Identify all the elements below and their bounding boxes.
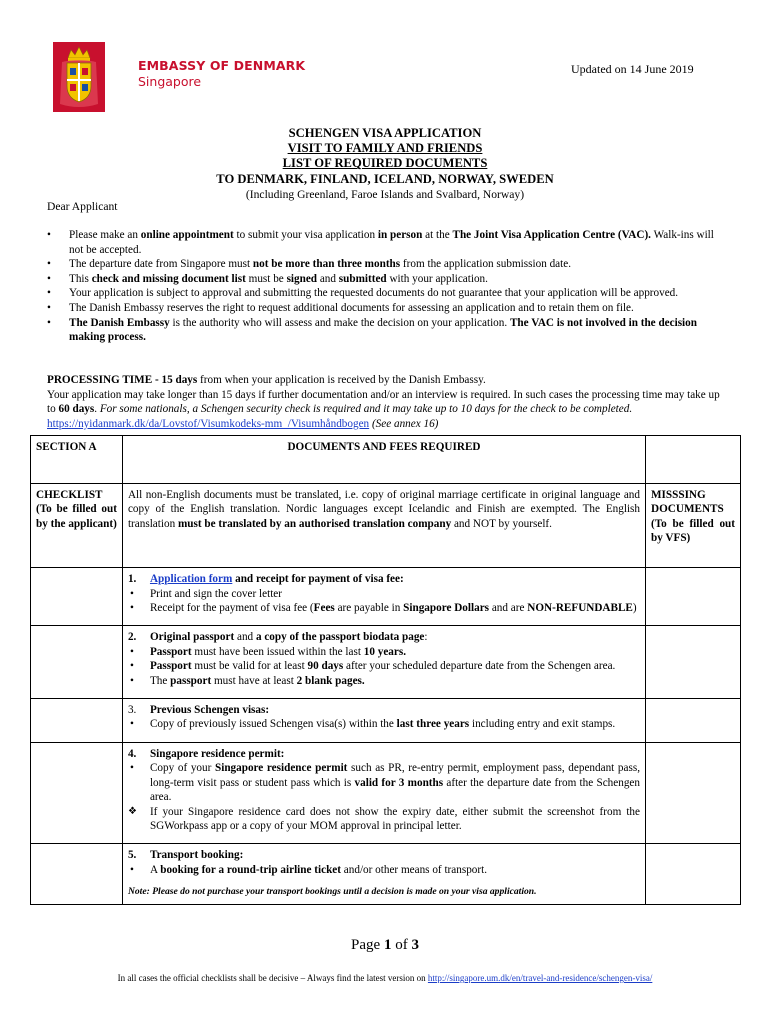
checklist-label: CHECKLIST (To be filled out by the applicant) xyxy=(31,484,123,568)
title-line-1: SCHENGEN VISA APPLICATION xyxy=(288,126,482,140)
list-item: • This check and missing document list must be signed and submitted with your application. xyxy=(47,272,727,287)
title-line-3: LIST OF REQUIRED DOCUMENTS xyxy=(282,156,488,171)
processing-time-label: PROCESSING TIME - 15 days xyxy=(47,374,198,386)
page-header xyxy=(0,0,770,110)
list-item: • A booking for a round-trip airline ticket and/or other means of transport. xyxy=(128,863,640,877)
requirement-item-2: 2. Original passport and a copy of the passport biodata page: • Passport must have been issued within the last 10 years. • Passport must be valid for at least 90 days after your scheduled departure date from the Schengen area. • The passport must have at least 2 blank pages. xyxy=(122,626,645,699)
instruction-list xyxy=(47,228,727,345)
list-item: • Receipt for the payment of visa fee (Fees are payable in Singapore Dollars and are NON-REFUNDABLE) xyxy=(128,601,640,615)
missing-cell[interactable] xyxy=(646,742,741,843)
greeting: Dear Applicant xyxy=(47,200,118,213)
requirement-item-3: 3. Previous Schengen visas: • Copy of previously issued Schengen visa(s) within the last three years including entry and exit stamps. xyxy=(122,699,645,743)
transport-note: Note: Please do not purchase your transport bookings until a decision is made on your visa application. xyxy=(127,886,537,898)
embassy-city: Singapore xyxy=(138,74,202,89)
table-row xyxy=(31,699,741,743)
list-item: • Passport must have been issued within the last 10 years. xyxy=(128,645,640,659)
list-item: • Please make an online appointment to submit your visa application in person at the The Joint Visa Application Centre (VAC). Walk-ins will not be accepted. xyxy=(47,228,727,257)
requirement-item-1: 1. Application form and receipt for payment of visa fee: • Print and sign the cover letter • Receipt for the payment of visa fee (Fees are payable in Singapore Dollars and are NON-REFUNDABLE) xyxy=(122,568,645,626)
documents-header: DOCUMENTS AND FEES REQUIRED xyxy=(122,436,645,484)
documents-table xyxy=(30,435,741,905)
updated-date: Updated on 14 June 2019 xyxy=(571,62,694,76)
missing-cell[interactable] xyxy=(646,844,741,904)
list-item: • The Danish Embassy reserves the right to request additional documents for assessing an application and to retain them on file. xyxy=(47,301,727,316)
translation-note: All non-English documents must be translated, i.e. copy of original marriage certificate in original language and copy of the English translation. Nordic languages except Icelandic and Finish are exempted. The English translation must be translated by an authorised translation company and NOT by yourself. xyxy=(122,484,645,568)
table-row xyxy=(31,568,741,626)
page-footer: In all cases the official checklists shall be decisive – Always find the latest version on http://singapore.um.dk/en/travel-and-residence/schengen-visa/ xyxy=(117,973,653,983)
table-row xyxy=(31,484,741,568)
section-label: SECTION A xyxy=(31,436,123,484)
list-item: • The Danish Embassy is the authority who will assess and make the decision on your application. The VAC is not involved in the decision making process. xyxy=(47,316,727,345)
checkbox-cell[interactable] xyxy=(31,626,123,699)
list-item: ❖ If your Singapore residence card does not show the expiry date, either submit the screenshot from the SGWorkpass app or a copy of your MOM approval in principal letter. xyxy=(128,805,640,834)
latest-version-link[interactable]: http://singapore.um.dk/en/travel-and-residence/schengen-visa/ xyxy=(427,973,653,983)
checkbox-cell[interactable] xyxy=(31,568,123,626)
title-line-2: VISIT TO FAMILY AND FRIENDS xyxy=(287,141,483,156)
embassy-name: EMBASSY OF DENMARK xyxy=(138,58,306,73)
list-item: • Your application is subject to approval and submitting the requested documents do not guarantee that your application will be approved. xyxy=(47,286,727,301)
processing-time-paragraph: PROCESSING TIME - 15 days from when your application is received by the Danish Embassy. Your application may take longer than 15 days if further documentation and/or an interview is required. In such cases the processing time may take up to 60 days. For some nationals, a Schengen security check is required and it may take up to 10 days for the check to be completed. https://nyidanmark.dk/da/Lovstof/Visumkodeks-mm_/Visumhåndbogen (See annex 16) xyxy=(47,374,720,430)
missing-cell[interactable] xyxy=(646,568,741,626)
list-item: • Copy of previously issued Schengen visa(s) within the last three years including entry and exit stamps. xyxy=(128,717,640,731)
list-item: • The departure date from Singapore must not be more than three months from the application submission date. xyxy=(47,257,727,272)
table-row xyxy=(31,844,741,904)
list-item: • The passport must have at least 2 blank pages. xyxy=(128,674,640,688)
table-row xyxy=(31,626,741,699)
visa-handbook-link[interactable]: https://nyidanmark.dk/da/Lovstof/Visumkodeks-mm_/Visumhåndbogen xyxy=(47,417,370,430)
missing-cell[interactable] xyxy=(646,626,741,699)
requirement-item-5: 5. Transport booking: • A booking for a round-trip airline ticket and/or other means of transport. Note: Please do not purchase your transport bookings until a decision is made on your visa application. xyxy=(122,844,645,904)
checkbox-cell[interactable] xyxy=(31,844,123,904)
checkbox-cell[interactable] xyxy=(31,742,123,843)
table-row xyxy=(31,436,741,484)
header-empty-cell xyxy=(646,436,741,484)
title-line-4: TO DENMARK, FINLAND, ICELAND, NORWAY, SWEDEN xyxy=(216,171,554,186)
application-form-link[interactable]: Application form xyxy=(149,573,233,586)
list-item: • Copy of your Singapore residence permit such as PR, re-entry permit, employment pass, dependant pass, long-term visit pass or student pass which is valid for 3 months after the departure date from the Schengen area. xyxy=(128,761,640,804)
missing-cell[interactable] xyxy=(646,699,741,743)
page-number: Page 1 of 3 xyxy=(351,937,419,953)
missing-documents-label: MISSSING DOCUMENTS (To be filled out by VFS) xyxy=(646,484,741,568)
document-title-block xyxy=(0,126,770,202)
list-item: • Passport must be valid for at least 90 days after your scheduled departure date from the Schengen area. xyxy=(128,659,640,673)
requirement-item-4: 4. Singapore residence permit: • Copy of your Singapore residence permit such as PR, re-entry permit, employment pass, dependant pass, long-term visit pass or student pass which is valid for 3 months after the departure date from the Schengen area. ❖ If your Singapore residence card does not show the expiry date, either submit the screenshot from the SGWorkpass app or a copy of your MOM approval in principal letter. xyxy=(122,742,645,843)
list-item: • Print and sign the cover letter xyxy=(128,587,640,601)
danish-royal-crest-icon xyxy=(53,42,105,112)
checkbox-cell[interactable] xyxy=(31,699,123,743)
table-row xyxy=(31,742,741,843)
title-line-5: (Including Greenland, Faroe Islands and Svalbard, Norway) xyxy=(245,187,525,201)
